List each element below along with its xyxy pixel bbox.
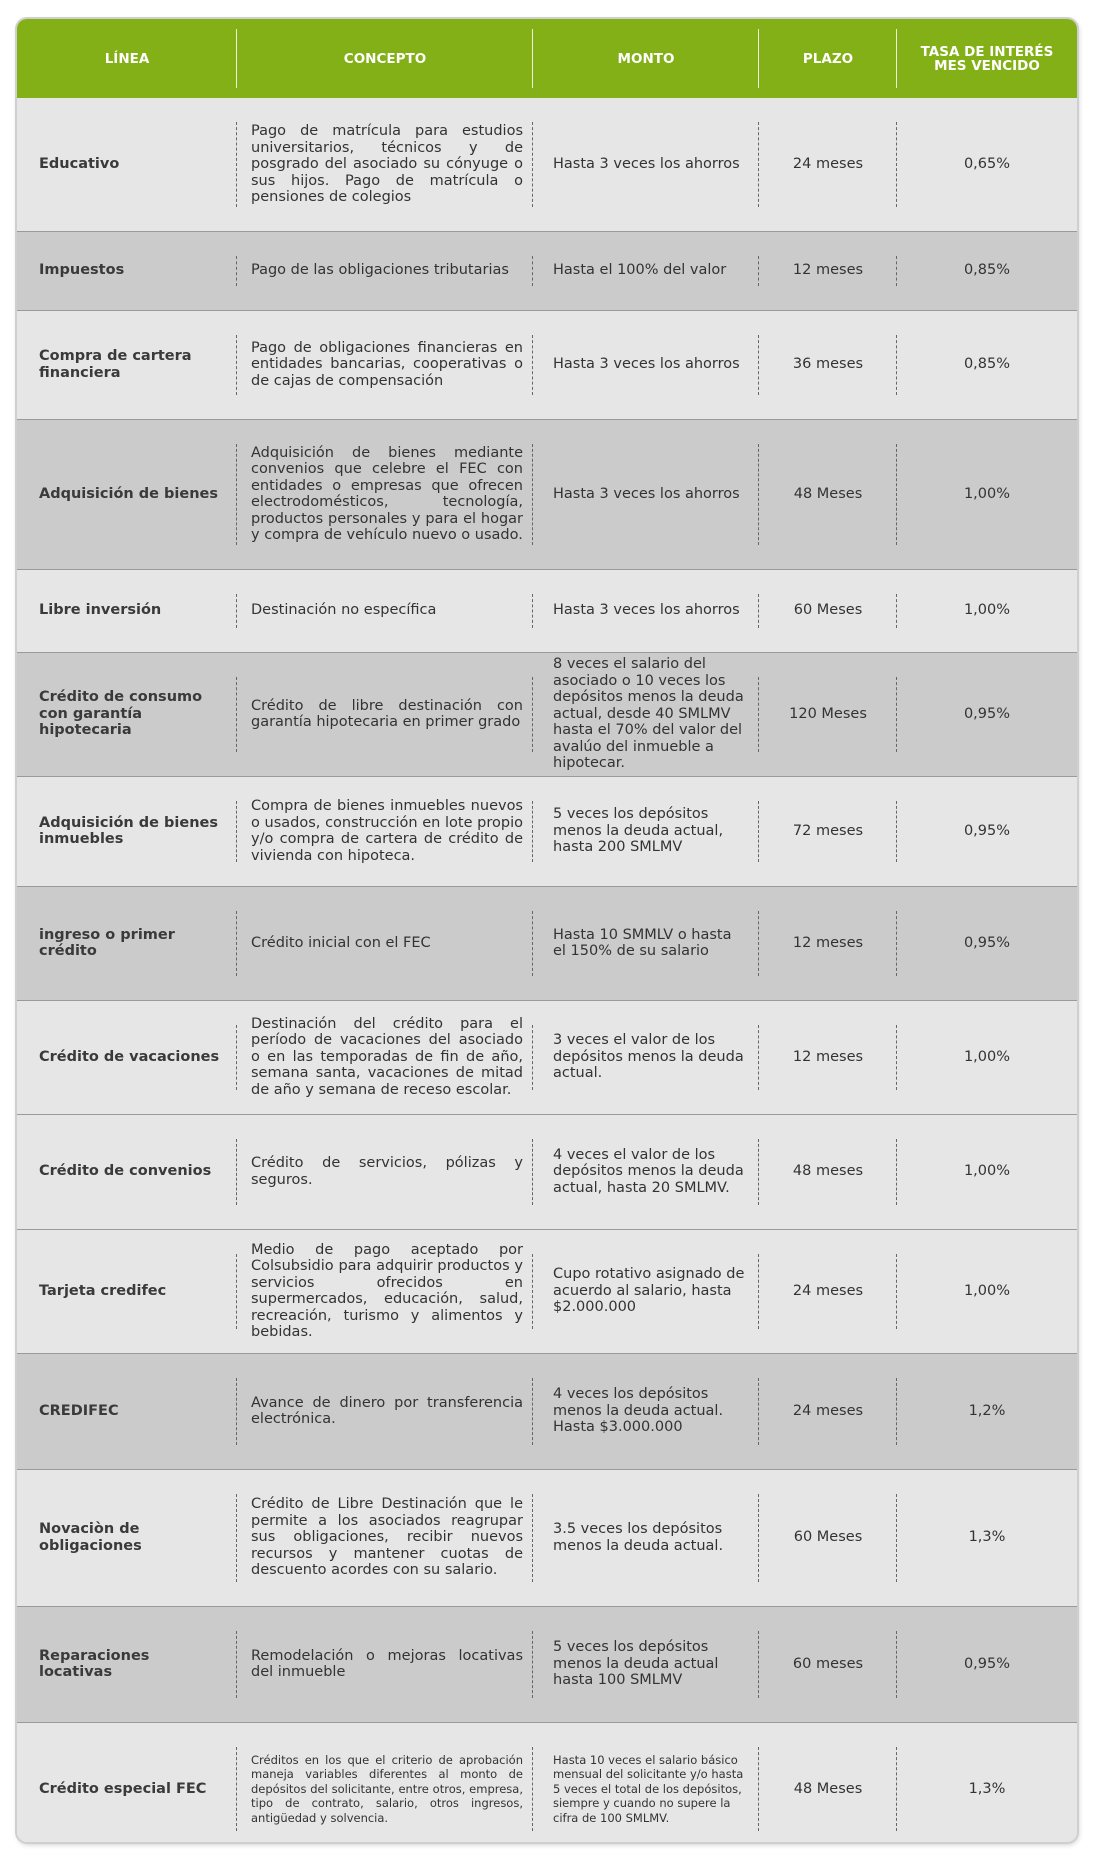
cell-plazo: 24 meses (759, 98, 897, 231)
cell-tasa: 1,00% (963, 1163, 1011, 1180)
table-row (17, 1606, 1077, 1722)
cell-plazo: 24 meses (759, 1229, 897, 1353)
cell-plazo: 12 meses (759, 1000, 897, 1114)
cell-linea: Libre inversión (17, 569, 237, 652)
cell-concepto: Pago de matrícula para estudios universitarios, técnicos y de posgrado del asociado su cónyuge o sus hijos. Pago de matrícula o pensiones de colegios (237, 98, 533, 231)
cell-linea: CREDIFEC (17, 1353, 237, 1469)
cell-linea: Compra de cartera financiera (17, 310, 237, 419)
cell-tasa: 1,00% (963, 485, 1011, 502)
cell-monto: 3.5 veces los depósitos menos la deuda actual. (533, 1469, 759, 1606)
cell-concepto: Pago de obligaciones financieras en entidades bancarias, cooperativas o de cajas de compensación (237, 310, 533, 419)
cell-linea: Educativo (17, 98, 237, 231)
table-row (17, 231, 1077, 310)
table-row (17, 98, 1077, 231)
cell-tasa: 1,2% (968, 1402, 1006, 1419)
cell-monto: 8 veces el salario del asociado o 10 veces los depósitos menos la deuda actual, desde 40 SMLMV hasta el 70% del valor del avalúo del inmueble a hipotecar. (533, 652, 759, 776)
cell-concepto: Destinación no específica (237, 569, 533, 652)
cell-concepto: Medio de pago aceptado por Colsubsidio para adquirir productos y servicios ofrecidos en supermercados, educación, salud, recreación, turismo y alimentos y bebidas. (237, 1229, 533, 1353)
cell-plazo: 12 meses (759, 231, 897, 310)
cell-tasa: 1,00% (963, 1048, 1011, 1065)
table-row (17, 1229, 1077, 1353)
header-tasa: TASA DE INTERÉS MES VENCIDO (920, 43, 1054, 74)
cell-tasa: 0,95% (963, 822, 1011, 839)
table-row (17, 1722, 1077, 1842)
cell-tasa: 0,85% (963, 262, 1011, 279)
cell-linea: Crédito de convenios (17, 1114, 237, 1229)
cell-plazo: 120 Meses (759, 652, 897, 776)
cell-linea: Tarjeta credifec (17, 1229, 237, 1353)
cell-plazo: 36 meses (759, 310, 897, 419)
cell-linea: ingreso o primer crédito (17, 886, 237, 1000)
cell-monto: 5 veces los depósitos menos la deuda actual, hasta 200 SMLMV (533, 776, 759, 886)
cell-linea: Crédito de consumo con garantía hipotecaria (17, 652, 237, 776)
table-row (17, 652, 1077, 776)
cell-monto: Hasta 3 veces los ahorros (533, 98, 759, 231)
cell-monto: Hasta 3 veces los ahorros (533, 419, 759, 569)
cell-plazo: 12 meses (759, 886, 897, 1000)
cell-concepto: Crédito de Libre Destinación que le permite a los asociados reagrupar sus obligaciones, recibir nuevos recursos y mantener cuotas de descuento acordes con su salario. (237, 1469, 533, 1606)
cell-linea: Reparaciones locativas (17, 1606, 237, 1722)
cell-concepto: Pago de las obligaciones tributarias (237, 231, 533, 310)
cell-concepto: Destinación del crédito para el período de vacaciones del asociado o en las temporadas de fin de año, semana santa, vacaciones de mitad de año y semana de receso escolar. (237, 1000, 533, 1114)
cell-monto: Hasta 3 veces los ahorros (533, 310, 759, 419)
cell-tasa: 0,95% (963, 934, 1011, 951)
cell-tasa: 0,95% (963, 705, 1011, 722)
table-header (17, 19, 1077, 98)
cell-plazo: 72 meses (759, 776, 897, 886)
cell-concepto: Remodelación o mejoras locativas del inmueble (237, 1606, 533, 1722)
cell-monto: 4 veces los depósitos menos la deuda actual. Hasta $3.000.000 (533, 1353, 759, 1469)
cell-plazo: 60 Meses (759, 1469, 897, 1606)
cell-plazo: 60 Meses (759, 569, 897, 652)
table-row (17, 886, 1077, 1000)
cell-concepto: Compra de bienes inmuebles nuevos o usados, construcción en lote propio y/o compra de cartera de crédito de vivienda con hipoteca. (237, 776, 533, 886)
cell-linea: Impuestos (17, 231, 237, 310)
cell-plazo: 48 Meses (759, 419, 897, 569)
cell-linea: Novaciòn de obligaciones (17, 1469, 237, 1606)
cell-tasa: 0,95% (963, 1655, 1011, 1672)
table-row (17, 419, 1077, 569)
cell-linea: Crédito especial FEC (17, 1722, 237, 1842)
cell-monto: Cupo rotativo asignado de acuerdo al salario, hasta $2.000.000 (533, 1229, 759, 1353)
cell-plazo: 60 meses (759, 1606, 897, 1722)
table-row (17, 310, 1077, 419)
credit-lines-table-card (17, 19, 1077, 1842)
cell-linea: Crédito de vacaciones (17, 1000, 237, 1114)
cell-tasa: 1,00% (963, 602, 1011, 619)
cell-plazo: 48 meses (759, 1114, 897, 1229)
cell-plazo: 48 Meses (759, 1722, 897, 1842)
cell-linea: Adquisición de bienes inmuebles (17, 776, 237, 886)
header-concepto: CONCEPTO (237, 19, 533, 98)
cell-linea: Adquisición de bienes (17, 419, 237, 569)
table-row (17, 776, 1077, 886)
cell-concepto: Crédito de libre destinación con garantía hipotecaria en primer grado (237, 652, 533, 776)
table-row (17, 1353, 1077, 1469)
cell-tasa: 0,85% (963, 356, 1011, 373)
cell-monto: Hasta 10 SMMLV o hasta el 150% de su salario (533, 886, 759, 1000)
table-row (17, 1114, 1077, 1229)
credit-lines-table (17, 19, 1077, 1842)
cell-tasa: 1,3% (968, 1780, 1006, 1797)
header-plazo: PLAZO (759, 19, 897, 98)
cell-monto: 5 veces los depósitos menos la deuda actual hasta 100 SMLMV (533, 1606, 759, 1722)
cell-tasa: 1,00% (963, 1282, 1011, 1299)
table-body (17, 98, 1077, 1842)
cell-monto: 4 veces el valor de los depósitos menos la deuda actual, hasta 20 SMLMV. (533, 1114, 759, 1229)
cell-plazo: 24 meses (759, 1353, 897, 1469)
cell-monto: Hasta el 100% del valor (533, 231, 759, 310)
table-row (17, 1000, 1077, 1114)
header-linea: LÍNEA (17, 19, 237, 98)
cell-concepto: Avance de dinero por transferencia electrónica. (237, 1353, 533, 1469)
cell-concepto: Créditos en los que el criterio de aprobación maneja variables diferentes al monto de depósitos del solicitante, entre otros, empresa, tipo de contrato, salario, otros ingresos, antigüedad y solvencia. (237, 1722, 533, 1842)
header-monto: MONTO (533, 19, 759, 98)
cell-concepto: Crédito de servicios, pólizas y seguros. (237, 1114, 533, 1229)
cell-monto: Hasta 10 veces el salario básico mensual del solicitante y/o hasta 5 veces el total de los depósitos, siempre y cuando no supere la cifra de 100 SMLMV. (533, 1722, 759, 1842)
cell-monto: Hasta 3 veces los ahorros (533, 569, 759, 652)
cell-tasa: 0,65% (963, 156, 1011, 172)
table-row (17, 569, 1077, 652)
cell-concepto: Adquisición de bienes mediante convenios que celebre el FEC con entidades o empresas que ofrecen electrodomésticos, tecnología, productos personales y para el hogar y compra de vehículo nuevo o usado. (237, 419, 533, 569)
cell-concepto: Crédito inicial con el FEC (237, 886, 533, 1000)
cell-tasa: 1,3% (968, 1529, 1006, 1546)
cell-monto: 3 veces el valor de los depósitos menos la deuda actual. (533, 1000, 759, 1114)
table-row (17, 1469, 1077, 1606)
